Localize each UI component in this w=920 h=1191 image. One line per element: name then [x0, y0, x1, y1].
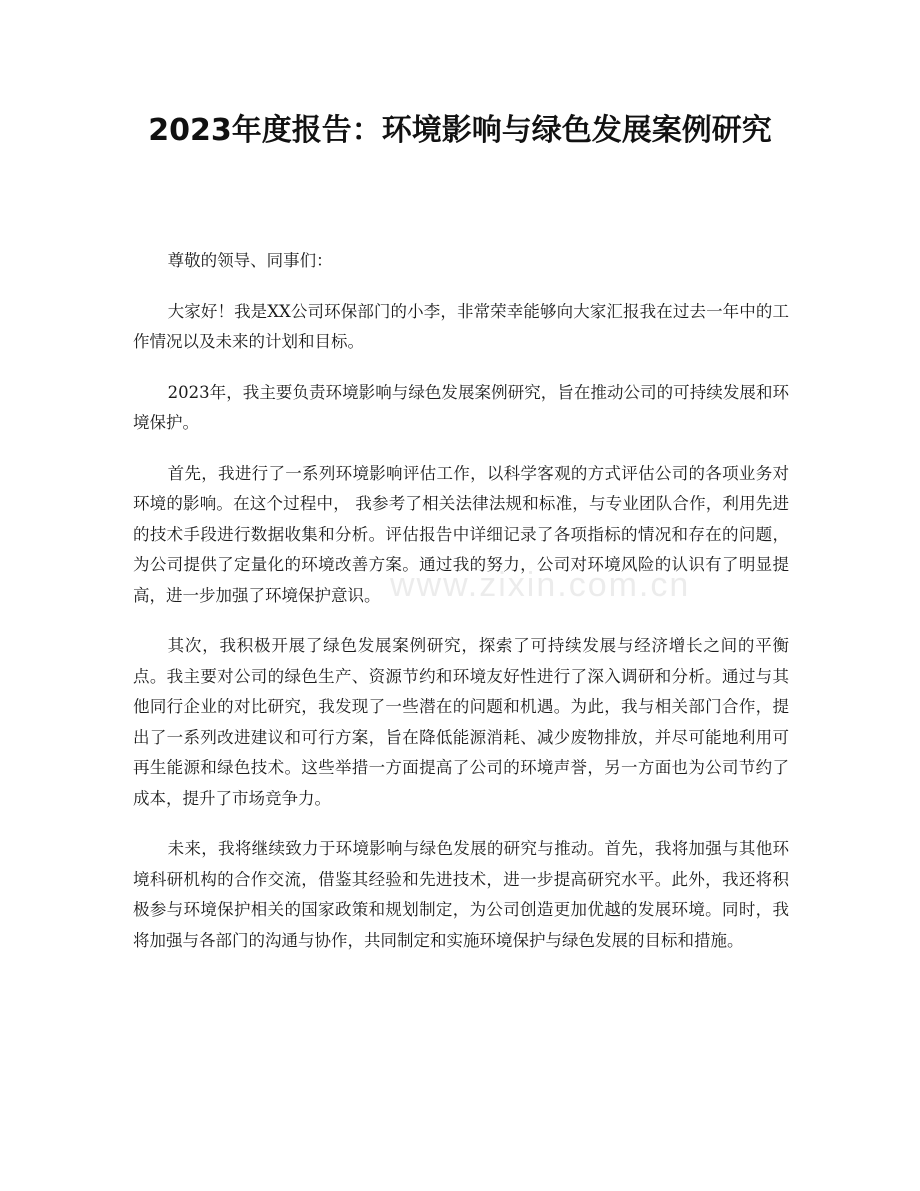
paragraph-case-study: 其次，我积极开展了绿色发展案例研究，探索了可持续发展与经济增长之间的平衡点。我主要对公司的绿色生产、资源节约和环境友好性进行了深入调研和分析。通过与其他同行企业的对比研究，我发现了一些潜在的问题和机遇。为此，我与相关部门合作，提出了一系列改进建议和可行方案，旨在降低能源消耗、减少废物排放，并尽可能地利用可再生能源和绿色技术。这些举措一方面提高了公司的环境声誉，另一方面也为公司节约了成本，提升了市场竞争力。 [133, 636, 789, 808]
paragraph-future: 未来，我将继续致力于环境影响与绿色发展的研究与推动。首先，我将加强与其他环境科研机构的合作交流，借鉴其经验和先进技术，进一步提高研究水平。此外，我还将积极参与环境保护相关的国家政策和规划制定，为公司创造更加优越的发展环境。同时，我将加强与各部门的沟通与协作，共同制定和实施环境保护与绿色发展的目标和措施。 [133, 839, 789, 950]
document-title: 2023年度报告：环境影响与绿色发展案例研究 [148, 113, 772, 148]
watermark-logo: www.zixin.com.cn [390, 566, 691, 604]
document-body [133, 246, 789, 976]
paragraph-intro: 大家好！我是XX公司环保部门的小李，非常荣幸能够向大家汇报我在过去一年中的工作情况以及未来的计划和目标。 [133, 301, 789, 351]
paragraph-assessment: 首先，我进行了一系列环境影响评估工作，以科学客观的方式评估公司的各项业务对环境的影响。在这个过程中， 我参考了相关法律法规和标准，与专业团队合作，利用先进的技术手段进行数据收集和分析。评估报告中详细记录了各项指标的情况和存在的问题，为公司提供了定量化的环境改善方案。通过我的努力，公司对环境风险的认识有了明显提高，进一步加强了环境保护意识。 [133, 463, 789, 605]
paragraph-overview: 2023年，我主要负责环境影响与绿色发展案例研究，旨在推动公司的可持续发展和环境保护。 [133, 382, 789, 432]
salutation: 尊敬的领导、同事们： [167, 251, 333, 270]
